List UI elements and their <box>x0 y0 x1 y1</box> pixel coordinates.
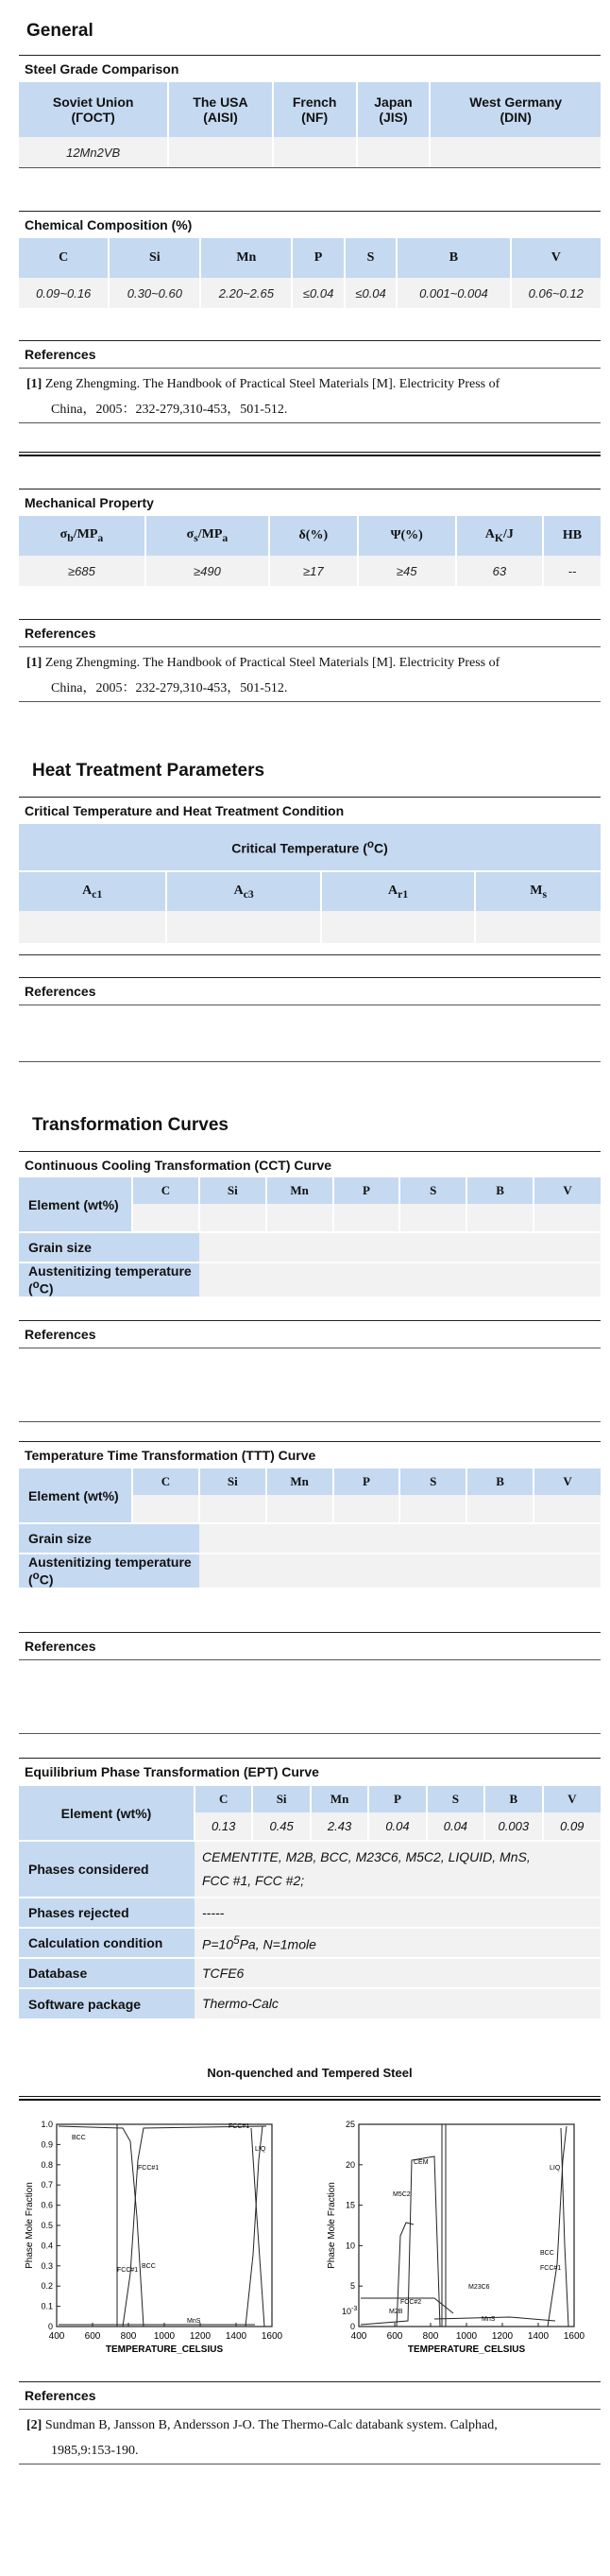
chart-frame <box>57 2124 272 2327</box>
cct-el-B: B <box>466 1177 534 1204</box>
ttt-el-value <box>399 1495 466 1523</box>
ttt-el-S: S <box>399 1468 466 1495</box>
ttt-grain-value <box>199 1523 601 1554</box>
grade-col-std: (AISI) <box>203 110 238 125</box>
y-tick-label: 0.1 <box>41 2301 53 2311</box>
ttt-el-value <box>333 1495 400 1523</box>
grade-col-2 <box>273 82 357 137</box>
curve-annotation: LIQ <box>550 2165 561 2172</box>
y-axis-label: Phase Mole Fraction <box>327 2182 337 2269</box>
ttt-grain-label: Grain size <box>19 1523 199 1554</box>
ttt-el-V: V <box>534 1468 601 1495</box>
cct-aust-label: Austenitizing temperature ($^o$C) <box>19 1262 199 1297</box>
grade-col-name: French <box>292 94 337 110</box>
ept-software-label: Software package <box>19 1988 195 2018</box>
y-tick-label: 20 <box>345 2159 355 2170</box>
cct-el-value <box>333 1204 400 1232</box>
ept-el-value: 0.45 <box>252 1812 310 1841</box>
y-tick-label: 0.5 <box>41 2221 53 2230</box>
ref1-section <box>19 340 601 423</box>
chem-col-S: S <box>345 238 397 278</box>
curve-annotation: CEM <box>414 2159 429 2166</box>
ref4-title: References <box>25 1327 96 1342</box>
ttt-el-value <box>199 1495 266 1523</box>
ref2-line2: China，2005：232-279,310-453，501-512. <box>51 681 288 696</box>
curve-annotation: FCC#1 <box>229 2123 250 2130</box>
ref4-section <box>19 1320 601 1422</box>
ept-el-Mn: Mn <box>311 1786 368 1812</box>
ref2-line1: Zeng Zhengming. The Handbook of Practical Steel Materials [M]. Electricity Press of <box>44 656 500 670</box>
grade-cell <box>273 137 357 167</box>
x-axis-label: TEMPERATURE_CELSIUS <box>105 2344 224 2355</box>
ept-el-value: 2.43 <box>311 1812 368 1841</box>
ttt-title: Temperature Time Transformation (TTT) Curve <box>25 1448 316 1463</box>
ept-section <box>19 1758 601 1785</box>
ttt-table <box>19 1468 601 1588</box>
ept-database-label: Database <box>19 1958 195 1988</box>
cct-grain-label: Grain size <box>19 1232 199 1262</box>
ept-el-value: 0.09 <box>543 1812 601 1841</box>
curve-annotation: BCC <box>540 2250 554 2257</box>
ttt-el-P: P <box>333 1468 400 1495</box>
mech-title: Mechanical Property <box>25 495 154 510</box>
ref5-title: References <box>25 1639 96 1654</box>
curve-annotation: M2B <box>389 2309 403 2315</box>
x-tick-label: 1200 <box>189 2331 212 2342</box>
heat-subtitle: Critical Temperature and Heat Treatment Condition <box>25 803 345 818</box>
ept-database-value: TCFE6 <box>195 1958 601 1988</box>
mech-col-ak: $A_K/J$ <box>456 516 543 556</box>
cct-el-C: C <box>132 1177 199 1204</box>
ref5-section <box>19 1632 601 1734</box>
chem-title: Chemical Composition (%) <box>25 217 193 232</box>
mech-value: ≥490 <box>145 556 269 586</box>
cct-aust-value <box>199 1262 601 1297</box>
ept-title: Equilibrium Phase Transformation (EPT) Curve <box>25 1764 319 1779</box>
ref1-line1: Zeng Zhengming. The Handbook of Practical Steel Materials [M]. Electricity Press of <box>44 377 500 391</box>
ept-calc-value: $P=10^5Pa$, N=1mole <box>195 1928 601 1958</box>
grade-col-name: The USA <box>193 94 248 110</box>
ept-rejected-value: ----- <box>195 1898 601 1928</box>
ept-element-label: Element (wt%) <box>19 1786 195 1841</box>
grade-col-1 <box>168 82 272 137</box>
grade-cell <box>168 137 272 167</box>
crit-temp-header: Critical Temperature ($^o$C) <box>19 824 601 871</box>
ept-table <box>19 1786 601 2018</box>
x-tick-label: 1600 <box>563 2331 585 2342</box>
y-tick-label: 0.9 <box>41 2139 53 2150</box>
liq-curve <box>246 2126 263 2327</box>
chem-value: 0.09~0.16 <box>19 278 109 308</box>
x-tick-label: 600 <box>84 2331 101 2342</box>
grade-col-std: (ГОСТ) <box>71 110 115 125</box>
y-tick-label: 0.3 <box>41 2260 53 2271</box>
phase-charts <box>19 2104 601 2368</box>
general-heading: General <box>26 21 93 41</box>
chem-value: ≤0.04 <box>345 278 397 308</box>
heat-heading: Heat Treatment Parameters <box>32 761 265 781</box>
ept-el-value: 0.003 <box>484 1812 542 1841</box>
cct-element-label: Element (wt%) <box>19 1177 132 1232</box>
ttt-section <box>19 1441 601 1468</box>
cct-el-value <box>199 1204 266 1232</box>
mech-col-psi: Ψ(%) <box>358 516 456 556</box>
chem-section <box>19 211 601 308</box>
chem-value: 0.30~0.60 <box>109 278 200 308</box>
phases-line1: CEMENTITE, M2B, BCC, M23C6, M5C2, LIQUID, MnS, <box>202 1849 531 1864</box>
cct-el-P: P <box>333 1177 400 1204</box>
x-tick-label: 1400 <box>527 2331 550 2342</box>
y-tick-label: 5 <box>349 2281 355 2292</box>
chem-col-Si: Si <box>109 238 200 278</box>
bcc-curve <box>59 2126 144 2327</box>
cct-el-S: S <box>399 1177 466 1204</box>
ttt-el-Mn: Mn <box>266 1468 333 1495</box>
curve-annotation: LIQ <box>255 2146 266 2153</box>
y-tick-label: 0.6 <box>41 2200 53 2210</box>
chem-value: 0.001~0.004 <box>397 278 510 308</box>
x-tick-label: 400 <box>350 2331 367 2342</box>
ttt-aust-value <box>199 1554 601 1588</box>
ttt-aust-label: Austenitizing temperature ($^o$C) <box>19 1554 199 1588</box>
ref1-number: [1] <box>26 377 42 391</box>
calc-exponent: 5 <box>233 1934 240 1948</box>
cct-el-value <box>534 1204 601 1232</box>
ttt-el-value <box>534 1495 601 1523</box>
steel-grade-title: Steel Grade Comparison <box>25 61 179 77</box>
ept-phases-value <box>195 1841 601 1898</box>
chem-col-B: B <box>397 238 510 278</box>
mech-col-sigma-b: $\sigma_b/MP_a$ <box>19 516 145 556</box>
fcc1-curve <box>123 2126 266 2327</box>
ref1-line2: China，2005：232-279,310-453，501-512. <box>51 403 288 417</box>
mech-value: 63 <box>456 556 543 586</box>
curve-annotation: MnS <box>482 2316 496 2323</box>
y-tick-label: 15 <box>345 2200 355 2210</box>
curve-annotation: FCC#1 <box>138 2165 160 2172</box>
grade-col-3 <box>357 82 431 137</box>
cct-el-Si: Si <box>199 1177 266 1204</box>
phases-line2: FCC #1, FCC #2; <box>202 1873 305 1888</box>
ref3-title: References <box>25 984 96 999</box>
chem-table <box>19 238 601 308</box>
ept-el-C: C <box>195 1786 252 1812</box>
grade-col-4 <box>430 82 601 137</box>
x-tick-label: 1600 <box>261 2331 283 2342</box>
mech-section <box>19 489 601 586</box>
ref2-title: References <box>25 626 96 641</box>
heat-section <box>19 797 601 943</box>
ept-el-value: 0.13 <box>195 1812 252 1841</box>
fcc1-high-curve <box>251 2128 264 2327</box>
grade-col-name: Soviet Union <box>52 94 134 110</box>
y-axis-label: Phase Mole Fraction <box>25 2182 35 2269</box>
ref3-section <box>19 977 601 1062</box>
y-tick-label: 0 <box>47 2322 53 2331</box>
ref1-text <box>19 368 601 422</box>
cct-el-V: V <box>534 1177 601 1204</box>
ept-el-P: P <box>368 1786 426 1812</box>
divider <box>19 2096 601 2101</box>
chem-col-Mn: Mn <box>200 238 292 278</box>
chem-value: 0.06~0.12 <box>511 278 601 308</box>
ref6-text <box>19 2409 601 2464</box>
ttt-el-C: C <box>132 1468 199 1495</box>
x-tick-label: 400 <box>48 2331 65 2342</box>
y-tick-label: 1.0 <box>41 2120 53 2129</box>
y-tick-label: 0.2 <box>41 2281 53 2292</box>
ref2-text <box>19 646 601 701</box>
grade-cell <box>430 137 601 167</box>
y-tick-label: 0.7 <box>41 2180 53 2190</box>
cct-el-Mn: Mn <box>266 1177 333 1204</box>
mech-value: ≥17 <box>269 556 358 586</box>
ref6-title: References <box>25 2388 96 2403</box>
ttt-el-B: B <box>466 1468 534 1495</box>
ref6-section <box>19 2381 601 2464</box>
ept-el-value: 0.04 <box>427 1812 484 1841</box>
y-tick-label: 0.8 <box>41 2159 53 2170</box>
ref2-number: [1] <box>26 656 42 670</box>
x-tick-label: 1000 <box>153 2331 176 2342</box>
curve-annotation: MnS <box>187 2318 201 2325</box>
y-tick-label: 25 <box>345 2120 355 2129</box>
ept-el-V: V <box>543 1786 601 1812</box>
cct-el-value <box>132 1204 199 1232</box>
col-ms: $M_s$ <box>475 871 601 911</box>
cct-el-value <box>466 1204 534 1232</box>
ref1-title: References <box>25 347 96 362</box>
ref2-section <box>19 619 601 702</box>
mech-value: -- <box>543 556 601 586</box>
mech-col-hb: HB <box>543 516 601 556</box>
ept-phases-label: Phases considered <box>19 1841 195 1898</box>
divider <box>19 452 601 456</box>
grade-col-std: (JIS) <box>379 110 408 125</box>
mech-col-delta: δ(%) <box>269 516 358 556</box>
x-axis-label: TEMPERATURE_CELSIUS <box>407 2344 526 2355</box>
x-tick-label: 800 <box>120 2331 137 2342</box>
col-ac3: $A_{c3}$ <box>166 871 320 911</box>
steel-grade-table <box>19 82 601 167</box>
curve-annotation: FCC#2 <box>400 2299 422 2306</box>
curve-annotation: BCC <box>72 2135 86 2141</box>
grade-col-name: West Germany <box>469 94 563 110</box>
grade-col-0 <box>19 82 168 137</box>
x-tick-label: 600 <box>386 2331 403 2342</box>
ttt-el-value <box>466 1495 534 1523</box>
grade-col-std: (NF) <box>301 110 329 125</box>
crit-temp-table <box>19 824 601 943</box>
mech-value: ≥685 <box>19 556 145 586</box>
steel-grade-section <box>19 55 601 168</box>
cct-title: Continuous Cooling Transformation (CCT) Curve <box>25 1158 332 1173</box>
y-tick-label: 0 <box>349 2322 355 2331</box>
grade-cell <box>357 137 431 167</box>
x-tick-label: 1200 <box>491 2331 514 2342</box>
ttt-el-Si: Si <box>199 1468 266 1495</box>
col-ac1: $A_{c1}$ <box>19 871 166 911</box>
cct-table <box>19 1177 601 1297</box>
ept-el-value: 0.04 <box>368 1812 426 1841</box>
mech-value: ≥45 <box>358 556 456 586</box>
chem-col-V: V <box>511 238 601 278</box>
cct-grain-value <box>199 1232 601 1262</box>
fcc1-curve <box>561 2128 568 2327</box>
curve-annotation: M5C2 <box>393 2191 411 2198</box>
ept-calc-label: Calculation condition <box>19 1928 195 1958</box>
grade-col-std: (DIN) <box>500 110 532 125</box>
ept-software-value: Thermo-Calc <box>195 1988 601 2018</box>
curve-annotation: FCC#1 <box>540 2265 562 2272</box>
grade-col-name: Japan <box>374 94 413 110</box>
ept-el-Si: Si <box>252 1786 310 1812</box>
y-scale-label: $10^{-3}$ <box>342 2305 358 2316</box>
curve-annotation: M23C6 <box>468 2284 490 2291</box>
ref6-line2: 1985,9:153-190. <box>51 2444 139 2458</box>
ttt-element-label: Element (wt%) <box>19 1468 132 1523</box>
cct-el-value <box>266 1204 333 1232</box>
x-tick-label: 1000 <box>455 2331 478 2342</box>
ref6-number: [2] <box>26 2418 42 2432</box>
y-tick-label: 10 <box>345 2241 355 2251</box>
mech-col-sigma-s: $\sigma_s/MP_a$ <box>145 516 269 556</box>
chem-value: ≤0.04 <box>292 278 344 308</box>
cct-section <box>19 1151 601 1178</box>
ept-el-B: B <box>484 1786 542 1812</box>
ept-rejected-label: Phases rejected <box>19 1898 195 1928</box>
x-tick-label: 1400 <box>225 2331 247 2342</box>
chart-frame <box>359 2124 574 2327</box>
ttt-el-value <box>132 1495 199 1523</box>
chart-caption: Non-quenched and Tempered Steel <box>207 2066 413 2080</box>
col-ar1: $A_{r1}$ <box>321 871 475 911</box>
divider <box>19 954 601 955</box>
chem-col-C: C <box>19 238 109 278</box>
mech-table <box>19 516 601 586</box>
chem-col-P: P <box>292 238 344 278</box>
x-tick-label: 800 <box>422 2331 439 2342</box>
chem-value: 2.20~2.65 <box>200 278 292 308</box>
y-tick-label: 0.4 <box>41 2241 53 2251</box>
grade-cell: 12Mn2VB <box>19 137 168 167</box>
curve-annotation: BCC <box>142 2263 156 2270</box>
ept-el-S: S <box>427 1786 484 1812</box>
ref6-line1: Sundman B, Jansson B, Andersson J-O. The Thermo-Calc databank system. Calphad, <box>44 2418 498 2432</box>
ttt-el-value <box>266 1495 333 1523</box>
curve-annotation: FCC#1 <box>117 2267 139 2274</box>
cct-el-value <box>399 1204 466 1232</box>
trans-heading: Transformation Curves <box>32 1115 229 1135</box>
